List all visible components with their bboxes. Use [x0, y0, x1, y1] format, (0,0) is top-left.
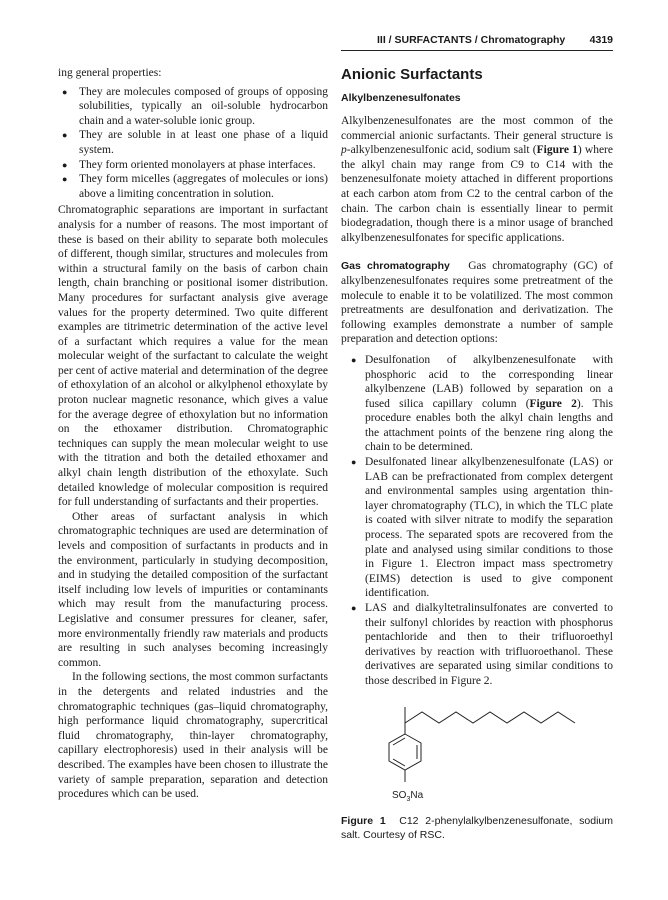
- paragraph: Gas chromatography Gas chromatography (GC) of alkylbenzenesulfonates requires some pretreatment of the molecule to enable it to be volatilized. The most common pretreatments are desulfonation and derivatization. The following examples demonstrate a number of sample preparation and detection options:: [341, 260, 613, 346]
- ring-double-bonds: [393, 738, 417, 766]
- running-header: [341, 34, 613, 51]
- list-item: ● Desulfonation of alkylbenzenesulfonate with phosphoric acid to the corresponding linear alkylbenzene (LAB) followed by separation on a fused silica capillary column (Figure 2). This procedure enables both the alkyl chain lengths and the attachment points of the benzene ring along the chain to be determined.: [341, 353, 613, 455]
- benzene-ring: [389, 734, 421, 770]
- list-item: ● They form oriented monolayers at phase interfaces.: [58, 158, 328, 173]
- caption-label: Figure 1: [341, 815, 386, 827]
- subsection-heading: Alkylbenzenesulfonates: [341, 92, 461, 104]
- sulfonate-label: $SO_3Na$: [392, 790, 424, 803]
- list-item: ● They form micelles (aggregates of molecules or ions) above a limiting concentration in solution.: [58, 172, 328, 201]
- figure-1: [341, 700, 613, 808]
- figure-reference: Figure 2: [529, 397, 577, 410]
- paragraph: Other areas of surfactant analysis in which chromatographic techniques are used are determination of levels and composition of surfactants in products and in the environment, particularly in studying decomposition, and in studying the detailed composition of the surfactant itself including low levels of impurities or contaminants which may result from the manufacturing process. Legislative and consumer pressures for cleaner, safer, more environmentally friendly raw materials and products are resulting in such analyses becoming increasingly common.: [58, 510, 328, 669]
- section-heading: Anionic Surfactants: [341, 66, 483, 83]
- paragraph: Chromatographic separations are important in surfactant analysis for a number of reasons. The most important of these is based on their ability to separate both molecules of different, though similar, structures and molecules from within a structural family on the basis of carbon chain length, chain branching or positional isomer distribution. Many procedures for surfactant analysis give average values for the property determined. Two quite different examples are titrimetric determination of the active level of a surfactant which requires a value for the mean molecular weight of the surfactant to calculate the weight per cent of active material and determination of the degree of ethoxylation of an alcohol or alkylphenol ethoxylate by proton nuclear magnetic resonance, which gives a value for the average degree of ethoxylation but no information on the ethoxamer distribution. Chromatographic techniques can supply the mean molecular weight to use with the titration and both the detailed ethoxamer and alkyl chain length distribution of the ethoxylate. Such detailed knowledge of molecular composition is required for full understanding of surfactants and their properties.: [58, 204, 328, 509]
- list-item: ● Desulfonated linear alkylbenzenesulfonate (LAS) or LAB can be prefractionated from complex detergent and environmental samples using argentation thin-layer chromatography (TLC), in which the TLC plate is coated with silver nitrate to modify the separation process. The separated spots are recovered from the plate and analysed using similar conditions to those in Figure 1. Electron impact mass spectrometry (EIMS) detection is used to give component identification.: [341, 455, 613, 601]
- list-item: ● They are soluble in at least one phase of a liquid system.: [58, 128, 328, 157]
- intro-line: ing general properties:: [58, 67, 162, 79]
- run-in-heading: Gas chromatography: [341, 260, 450, 273]
- right-column: [341, 66, 613, 689]
- page-number: 4319: [589, 34, 613, 46]
- figure-reference: Figure 1: [536, 144, 578, 157]
- chemical-structure: [376, 700, 616, 808]
- paragraph: In the following sections, the most common surfactants in the detergents and related industries and the chromatographic techniques (gas–liquid chromatography, high performance liquid chromatography, supercritical fluid chromatography, thin-layer chromatography, capillary electrophoresis) used in their analysis will be described. The examples have been chosen to illustrate the variety of sample preparation, separation and detection procedures which can be used.: [58, 671, 328, 801]
- caption-text: C12 2-phenylalkylbenzenesulfonate, sodium salt. Courtesy of RSC.: [341, 815, 613, 841]
- gc-examples-list: [341, 353, 613, 689]
- list-item: ● They are molecules composed of groups of opposing solubilities, typically an oil-soluble hydrocarbon chain and a water-soluble ionic group.: [58, 85, 328, 129]
- properties-list: [58, 85, 328, 202]
- left-column: [58, 66, 328, 802]
- paragraph: Alkylbenzenesulfonates are the most common of the commercial anionic surfactants. Their general structure is p-alkylbenzenesulfonic acid, sodium salt (Figure 1) where the alkyl chain may range from C9 to C14 with the benzenesulfonate moiety attached in different proportions at each carbon atom from C2 to the central carbon of the chain. The carbon chain is essentially linear to permit biodegradation, though there is a minor usage of branched alkylbenzenesulfonates for specific applications.: [341, 115, 613, 244]
- figure-caption: [341, 814, 613, 842]
- alkyl-chain: [405, 712, 575, 723]
- running-title: III / SURFACTANTS / Chromatography: [377, 34, 566, 46]
- list-item: ● LAS and dialkyltetralinsulfonates are converted to their sulfonyl chlorides by reaction with phosphorus pentachloride and then to their trifluoroethyl derivatives by reaction with trifluoroethanol. These derivatives are separated using similar conditions to those described in Figure 2.: [341, 601, 613, 689]
